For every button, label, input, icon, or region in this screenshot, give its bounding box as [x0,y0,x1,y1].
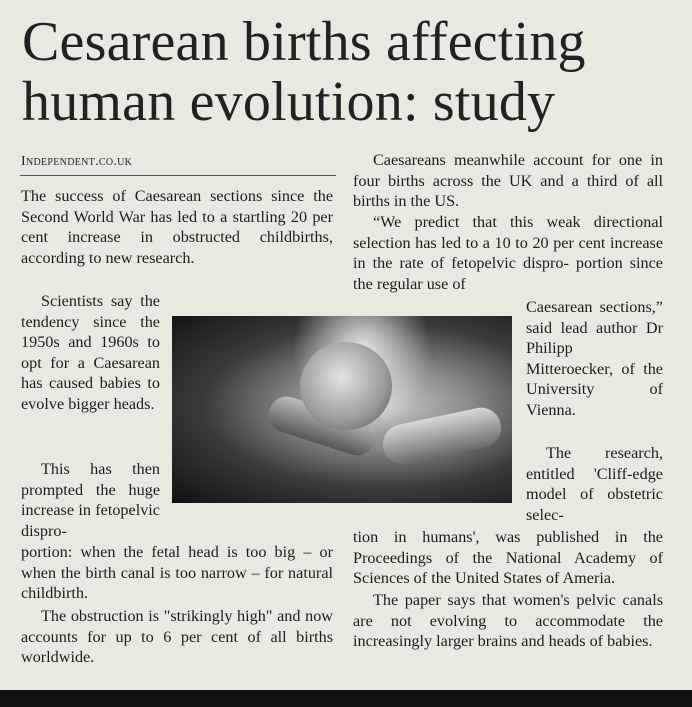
col2-paragraph-2: “We predict that this weak directional selection has led to a 10 to 20 per cent increase in the rate of fetopelvic dispro- portion since the regular use of [353,213,663,293]
bottom-bar [0,690,692,707]
col2-paragraph-3: Caesarean sections,” said lead author Dr Philipp Mitteroecker, of the University of Vienna. [526,298,663,419]
source-divider [20,175,336,176]
col1-paragraph-3: This has then prompted the huge increase in fetopelvic dispro- [21,460,160,540]
headline: Cesarean births affecting human evolution: study [22,11,586,133]
col2-paragraph-1: Caesareans meanwhile account for one in four births across the UK and a third of all births in the US. [353,151,663,211]
col1-paragraph-2: Scientists say the tendency since the 1950s and 1960s to opt for a Caesarean has caused babies to evolve bigger heads. [21,292,160,413]
source-label: Independent.co.uk [21,154,133,169]
col1-paragraph-4: portion: when the fetal head is too big – or when the birth canal is too narrow – for natural childbirth. [21,543,333,603]
col2-paragraph-5: tion in humans', was published in the Proceedings of the National Academy of Sciences of the United States of Ameria. [353,528,663,588]
newborn-baby-photo-icon [172,316,512,503]
photo-baby-head [300,342,392,430]
col1-paragraph-1: The success of Caesarean sections since the Second World War has led to a startling 20 per cent increase in obstructed childbirths, according to new research. [21,187,333,267]
col2-paragraph-6: The paper says that women's pelvic canals are not evolving to accommodate the increasingly larger brains and heads of babies. [353,591,663,651]
col1-paragraph-5: The obstruction is "strikingly high" and now accounts for up to 6 per cent of all births worldwide. [21,607,333,667]
col2-paragraph-4: The research, entitled 'Cliff-edge model of obstetric selec- [526,444,663,524]
